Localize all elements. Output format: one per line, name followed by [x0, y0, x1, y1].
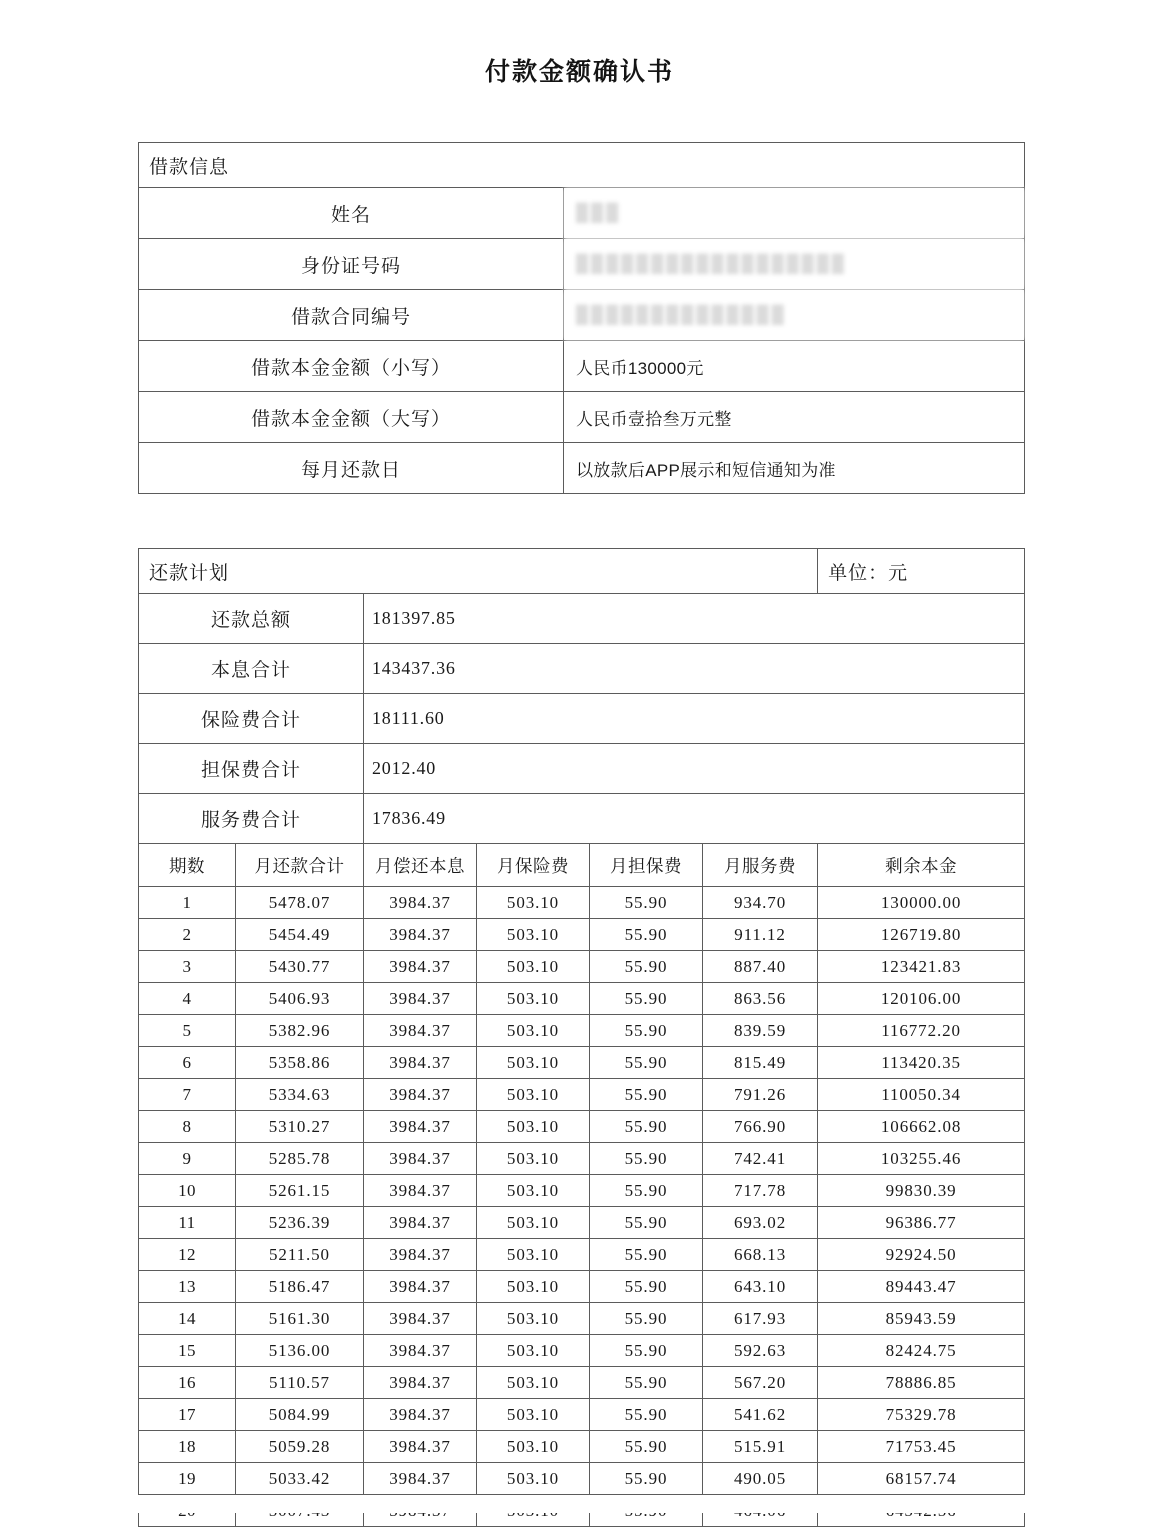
schedule-cell: 5358.86 [236, 1047, 364, 1079]
schedule-period-number: 15 [139, 1335, 236, 1367]
schedule-cell: 99830.39 [818, 1175, 1025, 1207]
plan-summary-value: 17836.49 [364, 794, 1025, 844]
schedule-cell: 5310.27 [236, 1111, 364, 1143]
borrower-section-title: 借款信息 [139, 143, 1025, 188]
schedule-cell: 3984.37 [364, 887, 477, 919]
plan-summary-row [139, 594, 1025, 644]
schedule-column-header: 月还款合计 [236, 844, 364, 887]
schedule-column-header: 剩余本金 [818, 844, 1025, 887]
schedule-period-number: 4 [139, 983, 236, 1015]
plan-summary-row [139, 744, 1025, 794]
schedule-cell: 5084.99 [236, 1399, 364, 1431]
schedule-cell: 693.02 [703, 1207, 818, 1239]
table-row [139, 1335, 1025, 1367]
schedule-cell: 5110.57 [236, 1367, 364, 1399]
schedule-cell: 541.62 [703, 1399, 818, 1431]
schedule-cell: 82424.75 [818, 1335, 1025, 1367]
schedule-cell: 5236.39 [236, 1207, 364, 1239]
borrower-info-row [139, 443, 1025, 494]
schedule-cell: 503.10 [477, 1431, 590, 1463]
schedule-cell: 668.13 [703, 1239, 818, 1271]
schedule-cell: 3984.37 [364, 1239, 477, 1271]
borrower-info-row [139, 290, 1025, 341]
schedule-column-header: 月服务费 [703, 844, 818, 887]
schedule-cell: 5186.47 [236, 1271, 364, 1303]
plan-summary-row [139, 644, 1025, 694]
schedule-cell: 503.10 [477, 1143, 590, 1175]
schedule-period-number: 12 [139, 1239, 236, 1271]
repayment-plan-table [138, 548, 1025, 1527]
schedule-cell: 55.90 [590, 1271, 703, 1303]
table-row [139, 1111, 1025, 1143]
schedule-cell: 78886.85 [818, 1367, 1025, 1399]
table-row [139, 1463, 1025, 1495]
schedule-cell: 55.90 [590, 951, 703, 983]
schedule-cell: 3984.37 [364, 951, 477, 983]
schedule-cell: 55.90 [590, 1015, 703, 1047]
schedule-cell: 503.10 [477, 1207, 590, 1239]
table-row [139, 887, 1025, 919]
borrower-info-row [139, 392, 1025, 443]
table-row [139, 951, 1025, 983]
schedule-cell: 3984.37 [364, 1143, 477, 1175]
schedule-cell: 503.10 [477, 1399, 590, 1431]
borrower-info-label: 借款合同编号 [139, 290, 564, 341]
plan-summary-label: 服务费合计 [139, 794, 364, 844]
schedule-period-number: 10 [139, 1175, 236, 1207]
schedule-cell: 55.90 [590, 1047, 703, 1079]
borrower-info-value-redacted: ███ [564, 188, 1025, 239]
schedule-column-header: 月担保费 [590, 844, 703, 887]
table-row [139, 1015, 1025, 1047]
schedule-cell: 887.40 [703, 951, 818, 983]
table-row [139, 1399, 1025, 1431]
schedule-period-number: 5 [139, 1015, 236, 1047]
plan-summary-label: 担保费合计 [139, 744, 364, 794]
schedule-period-number: 6 [139, 1047, 236, 1079]
borrower-info-value: 人民币130000元 [564, 341, 1025, 392]
schedule-cell: 503.10 [477, 1239, 590, 1271]
schedule-cell: 5285.78 [236, 1143, 364, 1175]
plan-summary-label: 保险费合计 [139, 694, 364, 744]
borrower-info-label: 借款本金金额（小写） [139, 341, 564, 392]
schedule-cell: 503.10 [477, 919, 590, 951]
schedule-cell: 75329.78 [818, 1399, 1025, 1431]
schedule-cell: 503.10 [477, 1271, 590, 1303]
schedule-cell: 3984.37 [364, 1015, 477, 1047]
schedule-column-header: 月保险费 [477, 844, 590, 887]
schedule-cell: 71753.45 [818, 1431, 1025, 1463]
table-row [139, 1175, 1025, 1207]
schedule-cell: 503.10 [477, 1111, 590, 1143]
schedule-cell: 934.70 [703, 887, 818, 919]
plan-summary-label: 还款总额 [139, 594, 364, 644]
borrower-info-label: 姓名 [139, 188, 564, 239]
schedule-cell: 3984.37 [364, 1207, 477, 1239]
schedule-cell: 617.93 [703, 1303, 818, 1335]
borrower-info-row [139, 239, 1025, 290]
schedule-cell: 3984.37 [364, 1335, 477, 1367]
schedule-cell: 490.05 [703, 1463, 818, 1495]
page-bottom-clip [0, 1495, 1159, 1513]
page-title: 付款金额确认书 [484, 58, 674, 86]
schedule-cell: 3984.37 [364, 1079, 477, 1111]
schedule-cell: 5211.50 [236, 1239, 364, 1271]
borrower-info-value-redacted: ██████████████████ [564, 239, 1025, 290]
schedule-cell: 3984.37 [364, 983, 477, 1015]
plan-unit-label: 单位：元 [818, 549, 1025, 594]
schedule-period-number: 14 [139, 1303, 236, 1335]
schedule-cell: 106662.08 [818, 1111, 1025, 1143]
schedule-cell: 89443.47 [818, 1271, 1025, 1303]
table-row [139, 1239, 1025, 1271]
schedule-cell: 503.10 [477, 887, 590, 919]
schedule-cell: 515.91 [703, 1431, 818, 1463]
schedule-cell: 55.90 [590, 1463, 703, 1495]
schedule-cell: 3984.37 [364, 1175, 477, 1207]
plan-summary-value: 18111.60 [364, 694, 1025, 744]
plan-section-header-row [139, 549, 1025, 594]
repayment-plan-body [139, 549, 1025, 1527]
schedule-cell: 5059.28 [236, 1431, 364, 1463]
schedule-cell: 5382.96 [236, 1015, 364, 1047]
schedule-cell: 5478.07 [236, 887, 364, 919]
schedule-cell: 3984.37 [364, 919, 477, 951]
schedule-cell: 503.10 [477, 1463, 590, 1495]
schedule-period-number: 3 [139, 951, 236, 983]
schedule-cell: 717.78 [703, 1175, 818, 1207]
borrower-info-table [138, 142, 1025, 494]
table-row [139, 919, 1025, 951]
plan-summary-value: 143437.36 [364, 644, 1025, 694]
schedule-cell: 503.10 [477, 983, 590, 1015]
table-row [139, 1143, 1025, 1175]
schedule-cell: 55.90 [590, 887, 703, 919]
schedule-cell: 815.49 [703, 1047, 818, 1079]
schedule-header-row [139, 844, 1025, 887]
schedule-cell: 55.90 [590, 1079, 703, 1111]
borrower-info-value: 人民币壹拾叁万元整 [564, 392, 1025, 443]
schedule-cell: 503.10 [477, 1175, 590, 1207]
schedule-cell: 55.90 [590, 1175, 703, 1207]
schedule-cell: 96386.77 [818, 1207, 1025, 1239]
schedule-cell: 839.59 [703, 1015, 818, 1047]
schedule-cell: 3984.37 [364, 1047, 477, 1079]
schedule-cell: 110050.34 [818, 1079, 1025, 1111]
schedule-cell: 503.10 [477, 1047, 590, 1079]
schedule-period-number: 19 [139, 1463, 236, 1495]
schedule-period-number: 2 [139, 919, 236, 951]
schedule-cell: 55.90 [590, 1239, 703, 1271]
schedule-cell: 5334.63 [236, 1079, 364, 1111]
schedule-cell: 55.90 [590, 1335, 703, 1367]
table-row [139, 1271, 1025, 1303]
borrower-section-header-row [139, 143, 1025, 188]
schedule-cell: 116772.20 [818, 1015, 1025, 1047]
schedule-cell: 592.63 [703, 1335, 818, 1367]
borrower-info-label: 身份证号码 [139, 239, 564, 290]
schedule-cell: 103255.46 [818, 1143, 1025, 1175]
schedule-cell: 3984.37 [364, 1431, 477, 1463]
schedule-cell: 55.90 [590, 1431, 703, 1463]
schedule-cell: 3984.37 [364, 1399, 477, 1431]
schedule-cell: 55.90 [590, 1207, 703, 1239]
schedule-cell: 5136.00 [236, 1335, 364, 1367]
schedule-cell: 503.10 [477, 951, 590, 983]
schedule-cell: 643.10 [703, 1271, 818, 1303]
schedule-cell: 742.41 [703, 1143, 818, 1175]
schedule-cell: 3984.37 [364, 1111, 477, 1143]
schedule-cell: 5430.77 [236, 951, 364, 983]
plan-summary-value: 181397.85 [364, 594, 1025, 644]
schedule-cell: 92924.50 [818, 1239, 1025, 1271]
borrower-info-value: 以放款后APP展示和短信通知为准 [564, 443, 1025, 494]
schedule-cell: 55.90 [590, 1399, 703, 1431]
borrower-info-label: 借款本金金额（大写） [139, 392, 564, 443]
table-row [139, 1079, 1025, 1111]
borrower-info-label: 每月还款日 [139, 443, 564, 494]
schedule-cell: 5161.30 [236, 1303, 364, 1335]
plan-summary-row [139, 794, 1025, 844]
schedule-cell: 120106.00 [818, 983, 1025, 1015]
schedule-column-header: 月偿还本息 [364, 844, 477, 887]
schedule-period-number: 8 [139, 1111, 236, 1143]
schedule-cell: 3984.37 [364, 1303, 477, 1335]
schedule-cell: 503.10 [477, 1015, 590, 1047]
schedule-cell: 55.90 [590, 1367, 703, 1399]
schedule-period-number: 7 [139, 1079, 236, 1111]
schedule-cell: 113420.35 [818, 1047, 1025, 1079]
schedule-cell: 3984.37 [364, 1367, 477, 1399]
schedule-cell: 130000.00 [818, 887, 1025, 919]
schedule-cell: 126719.80 [818, 919, 1025, 951]
schedule-cell: 5033.42 [236, 1463, 364, 1495]
table-row [139, 1431, 1025, 1463]
schedule-cell: 503.10 [477, 1335, 590, 1367]
schedule-period-number: 11 [139, 1207, 236, 1239]
schedule-cell: 863.56 [703, 983, 818, 1015]
schedule-cell: 503.10 [477, 1303, 590, 1335]
plan-summary-row [139, 694, 1025, 744]
schedule-period-number: 1 [139, 887, 236, 919]
schedule-cell: 911.12 [703, 919, 818, 951]
borrower-info-body [139, 143, 1025, 494]
schedule-cell: 55.90 [590, 1111, 703, 1143]
schedule-cell: 503.10 [477, 1367, 590, 1399]
schedule-column-header: 期数 [139, 844, 236, 887]
schedule-cell: 5454.49 [236, 919, 364, 951]
schedule-period-number: 16 [139, 1367, 236, 1399]
table-row [139, 1207, 1025, 1239]
schedule-cell: 123421.83 [818, 951, 1025, 983]
schedule-cell: 55.90 [590, 1143, 703, 1175]
schedule-cell: 55.90 [590, 1303, 703, 1335]
schedule-cell: 85943.59 [818, 1303, 1025, 1335]
schedule-cell: 55.90 [590, 983, 703, 1015]
schedule-cell: 503.10 [477, 1079, 590, 1111]
plan-section-title: 还款计划 [139, 549, 818, 594]
schedule-cell: 55.90 [590, 919, 703, 951]
schedule-period-number: 9 [139, 1143, 236, 1175]
schedule-period-number: 18 [139, 1431, 236, 1463]
schedule-period-number: 13 [139, 1271, 236, 1303]
borrower-info-row [139, 188, 1025, 239]
schedule-cell: 5406.93 [236, 983, 364, 1015]
schedule-cell: 3984.37 [364, 1271, 477, 1303]
table-row [139, 983, 1025, 1015]
schedule-cell: 791.26 [703, 1079, 818, 1111]
table-row [139, 1367, 1025, 1399]
schedule-cell: 766.90 [703, 1111, 818, 1143]
schedule-cell: 3984.37 [364, 1463, 477, 1495]
borrower-info-row [139, 341, 1025, 392]
schedule-cell: 567.20 [703, 1367, 818, 1399]
plan-summary-value: 2012.40 [364, 744, 1025, 794]
borrower-info-value-redacted: ██████████████ [564, 290, 1025, 341]
schedule-cell: 5261.15 [236, 1175, 364, 1207]
table-row [139, 1047, 1025, 1079]
schedule-period-number: 17 [139, 1399, 236, 1431]
schedule-cell: 68157.74 [818, 1463, 1025, 1495]
plan-summary-label: 本息合计 [139, 644, 364, 694]
table-row [139, 1303, 1025, 1335]
